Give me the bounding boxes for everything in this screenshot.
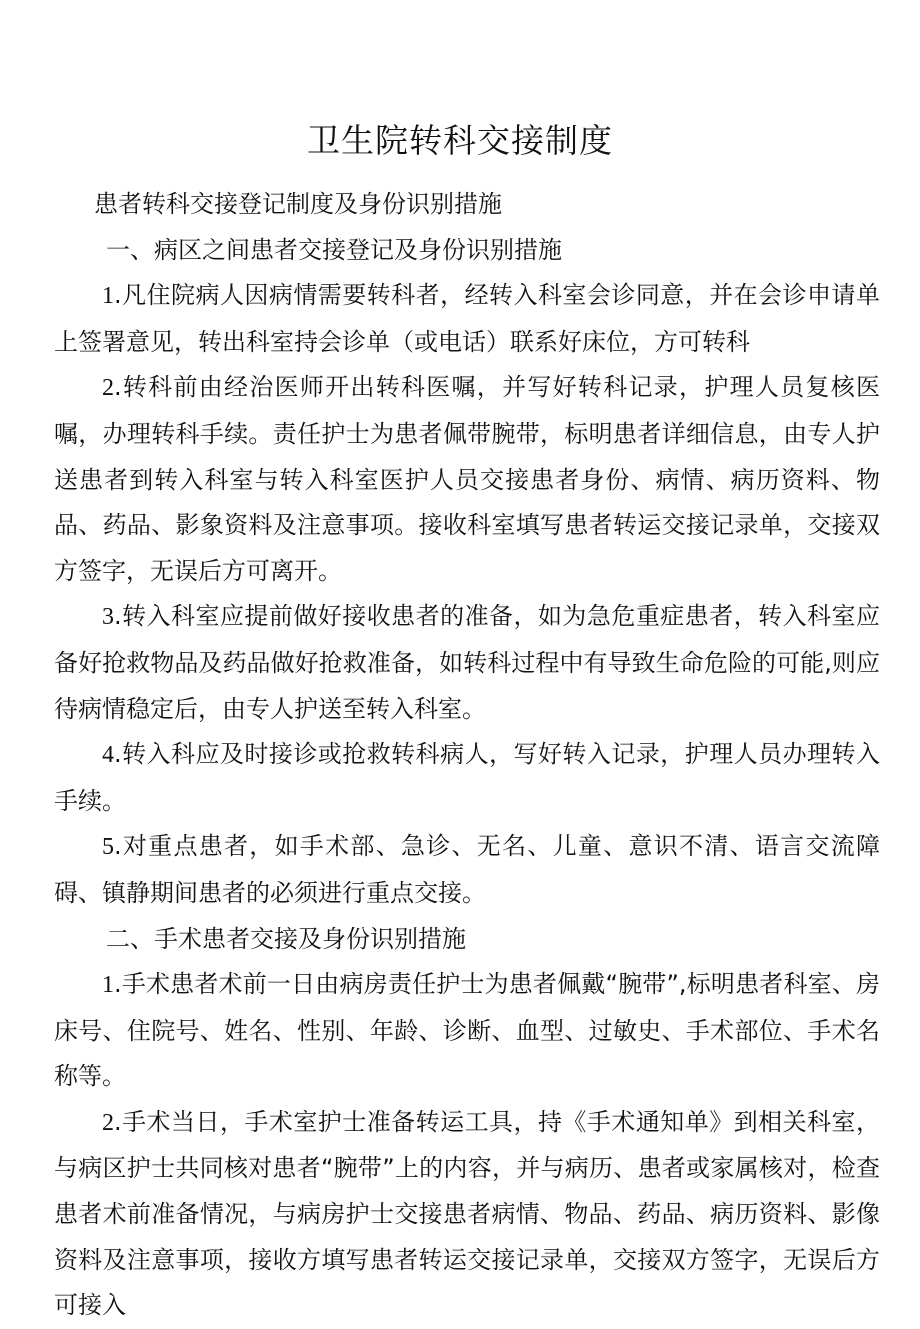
item-number: 4 — [102, 742, 114, 769]
item-text: .凡住院病人因病情需要转科者，经转入科室会诊同意，并在会诊申请单上签署意见，转出科室持会诊单（或电话）联系好床位，方可转科 — [54, 281, 880, 356]
section1-item-5 — [54, 824, 880, 916]
document-body — [54, 182, 880, 1329]
section1-item-2 — [54, 365, 880, 594]
section-heading-2: 二、手术患者交接及身份识别措施 — [106, 924, 466, 953]
section1-item-4 — [54, 732, 880, 824]
item-text: .转入科室应提前做好接收患者的准备，如为急危重症患者，转入科室应备好抢救物品及药品做好抢救准备，如转科过程中有导致生命危险的可能,则应待病情稳定后，由专人护送至转入科室。 — [54, 602, 880, 723]
document-subtitle: 患者转科交接登记制度及身份识别措施 — [94, 190, 502, 218]
item-text: .转入科应及时接诊或抢救转科病人，写好转入记录，护理人员办理转入手续。 — [54, 740, 880, 815]
item-text: .手术当日，手术室护士准备转运工具，持《手术通知单》到相关科室，与病区护士共同核对患者“腕带”上的内容，并与病历、患者或家属核对，检查患者术前准备情况，与病房护士交接患者病情、物品、药品、病历资料、影像资料及注意事项，接收方填写患者转运交接记录单，交接双方签字，无误后方可接入 — [54, 1107, 880, 1320]
section2-item-1 — [54, 962, 880, 1100]
item-text: .对重点患者，如手术部、急诊、无名、儿童、意识不清、语言交流障碍、镇静期间患者的必须进行重点交接。 — [54, 832, 880, 907]
item-number: 1 — [102, 283, 114, 310]
item-number: 2 — [102, 375, 114, 402]
document-title: 卫生院转科交接制度 — [307, 121, 613, 160]
item-number: 3 — [102, 604, 114, 631]
item-text: .手术患者术前一日由病房责任护士为患者佩戴“腕带”,标明患者科室、房床号、住院号、姓名、性别、年龄、诊断、血型、过敏史、手术部位、手术名称等。 — [54, 970, 880, 1091]
item-number: 1 — [102, 972, 114, 999]
section1-item-3 — [54, 594, 880, 732]
item-number: 5 — [102, 834, 114, 861]
item-text: .转科前由经治医师开出转科医嘱，并写好转科记录，护理人员复核医嘱，办理转科手续。责任护士为患者佩带腕带，标明患者详细信息，由专人护送患者到转入科室与转入科室医护人员交接患者身份、病情、病历资料、物品、药品、影象资料及注意事项。接收科室填写患者转运交接记录单，交接双方签字，无误后方可离开。 — [54, 373, 880, 585]
item-number: 2 — [102, 1109, 114, 1136]
section1-item-1 — [54, 273, 880, 365]
section2-item-2 — [54, 1100, 880, 1329]
section-heading-1: 一、病区之间患者交接登记及身份识别措施 — [106, 235, 562, 264]
